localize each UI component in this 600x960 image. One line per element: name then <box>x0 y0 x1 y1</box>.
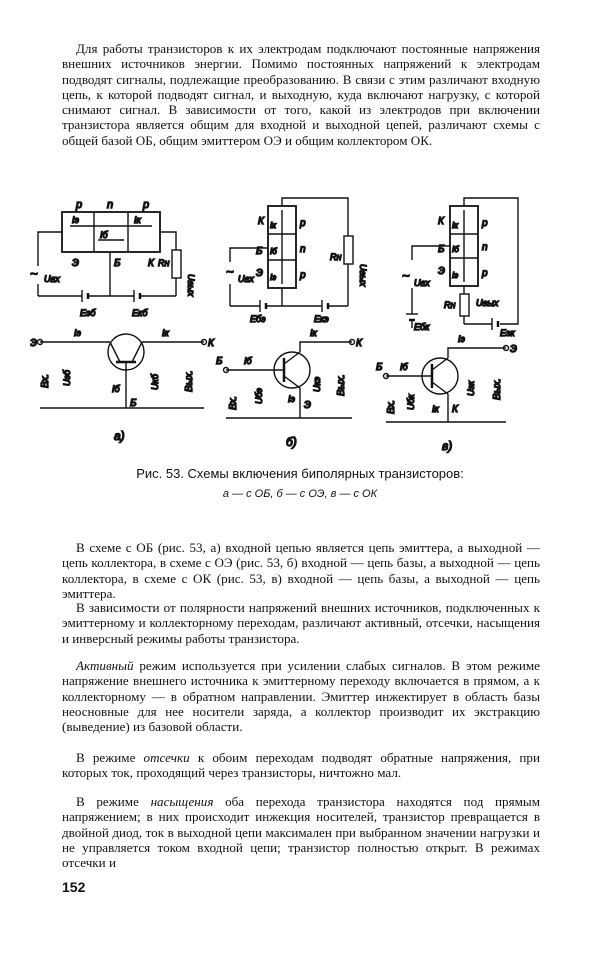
paragraph-cutoff-mode <box>62 750 540 781</box>
svg-text:Э: Э <box>304 400 311 411</box>
svg-text:n: n <box>482 242 488 253</box>
svg-text:Iк: Iк <box>310 328 317 338</box>
svg-text:Uвых: Uвых <box>476 298 499 308</box>
svg-text:p: p <box>143 199 150 211</box>
svg-text:~: ~ <box>30 266 38 281</box>
saturation-text: оба перехода транзистора находятся под прямым напряжением; в них происходит инжекция носителей, транзистор превращается в двойной диод, ток в выходной цепи максимален при выбранном значении нагрузки и не управляется током входной цепи; транзистор полностью открыт. В режимах отсечки и <box>62 794 540 871</box>
svg-text:К: К <box>452 404 458 415</box>
circuit-a-structure <box>30 199 196 318</box>
paragraph-modes: В зависимости от полярности напряжений внешних источников, подключенных к эмиттерному и коллекторному переходам, различают активный, отсечки, насыщения и инверсный режимы работы транзистора. <box>62 600 540 646</box>
svg-text:Б: Б <box>114 258 121 269</box>
svg-text:Iб: Iб <box>400 362 408 372</box>
circuit-c-symbol <box>376 334 517 453</box>
svg-text:Э: Э <box>438 266 445 277</box>
svg-text:Iб: Iб <box>452 245 459 254</box>
svg-text:Вх.: Вх. <box>386 399 397 414</box>
svg-text:Б: Б <box>130 398 137 409</box>
paragraph-saturation-mode <box>62 794 540 870</box>
cutoff-prefix: В режиме <box>76 750 144 765</box>
svg-text:К: К <box>438 216 444 227</box>
svg-text:Вых.: Вых. <box>184 370 195 392</box>
svg-text:n: n <box>107 199 114 211</box>
svg-text:Iэ: Iэ <box>72 215 79 225</box>
svg-text:Iэ: Iэ <box>270 273 277 282</box>
page-number: 152 <box>62 879 86 895</box>
svg-text:Э: Э <box>256 268 263 279</box>
svg-text:p: p <box>76 199 83 211</box>
term-cutoff: отсечки <box>143 750 190 765</box>
svg-text:p: p <box>482 218 488 229</box>
svg-text:p: p <box>300 270 306 281</box>
svg-text:Uкэ: Uкэ <box>312 376 322 392</box>
svg-text:Rн: Rн <box>330 252 342 262</box>
svg-text:Б: Б <box>376 362 383 373</box>
svg-text:Iэ: Iэ <box>74 328 81 338</box>
svg-text:Iб: Iб <box>270 247 277 256</box>
svg-text:Uвых: Uвых <box>186 274 196 297</box>
svg-text:Rн: Rн <box>444 300 456 310</box>
svg-text:К: К <box>258 216 264 227</box>
svg-text:Iк: Iк <box>134 215 141 225</box>
svg-text:Iб: Iб <box>112 384 120 394</box>
svg-text:Iк: Iк <box>432 404 439 414</box>
svg-text:Eкэ: Eкэ <box>314 314 329 324</box>
svg-text:Uвх: Uвх <box>238 274 254 284</box>
svg-text:p: p <box>482 268 488 279</box>
svg-text:Б: Б <box>438 244 445 255</box>
svg-text:Uвых: Uвых <box>358 264 368 287</box>
svg-text:~: ~ <box>226 264 234 279</box>
paragraph-intro: Для работы транзисторов к их электродам подключают постоянные напряжения внешних источников энергии. Помимо постоянных напряжений к электродам подводят сигналы, подлежащие преобразованию. В связи с этим различают входную цепь, к которой подводят сигнал, и выходную, куда включают нагрузку, с которой снимают сигнал. В зависимости от того, какой из электродов при включении транзистора является общим для входной и выходной цепей, различают схемы с общей базой ОБ, общим эмиттером ОЭ и общим коллектором ОК. <box>62 41 540 148</box>
svg-text:p: p <box>300 218 306 229</box>
svg-text:Uвх: Uвх <box>44 274 60 284</box>
term-active: Активный <box>76 658 134 673</box>
circuit-c-structure <box>402 198 518 338</box>
svg-text:Б: Б <box>256 246 263 257</box>
svg-text:Iк: Iк <box>452 221 458 230</box>
svg-text:Э: Э <box>30 338 37 349</box>
paragraph-active-mode <box>62 658 540 734</box>
svg-text:Eкб: Eкб <box>132 308 148 318</box>
svg-text:Iэ: Iэ <box>452 271 459 280</box>
svg-text:Iк: Iк <box>270 221 276 230</box>
active-mode-text: режим используется при усилении слабых сигналов. В этом режиме напряжение внешнего источника к эмиттерному переходу включается в прямом, а к коллекторному — в обратном направлении. Эмиттер инжектирует в область базы неосновные для нее носители заряда, а коллектор производит их экстракцию (выведение) из базовой области. <box>62 658 540 735</box>
svg-text:б): б) <box>286 435 297 449</box>
circuit-a-symbol <box>30 328 215 443</box>
figure-subcaption: а — с ОБ, б — с ОЭ, в — с ОК <box>222 488 378 500</box>
svg-text:Eэк: Eэк <box>500 328 515 338</box>
svg-text:Вх.: Вх. <box>40 373 51 388</box>
svg-text:а): а) <box>114 429 125 443</box>
svg-text:Rн: Rн <box>158 258 170 268</box>
svg-text:Iэ: Iэ <box>458 334 465 344</box>
svg-text:Вых.: Вых. <box>492 378 503 400</box>
svg-text:Uкб: Uкб <box>150 374 160 390</box>
svg-text:Э: Э <box>72 258 79 269</box>
svg-text:Uвх: Uвх <box>414 278 430 288</box>
svg-text:К: К <box>356 338 362 349</box>
svg-text:Iб: Iб <box>100 230 108 240</box>
term-saturation: насыщения <box>150 794 214 809</box>
svg-text:Iб: Iб <box>244 356 252 366</box>
paragraph-schemes: В схеме с ОБ (рис. 53, а) входной цепью является цепь эмиттера, а выходной — цепь коллектора, в схеме с ОЭ (рис. 53, б) входной — цепь базы, а выходной — цепь коллектора, в схеме с ОК (рис. 53, в) входной — цепь базы, а выходной — цепь эмиттера. <box>62 540 540 601</box>
svg-text:Eэб: Eэб <box>80 308 96 318</box>
svg-text:Uбк: Uбк <box>406 394 416 410</box>
svg-text:Вх.: Вх. <box>228 395 239 410</box>
svg-text:К: К <box>148 258 154 269</box>
svg-text:Uбэ: Uбэ <box>254 388 264 404</box>
figure-transistor-circuits <box>30 196 570 460</box>
svg-text:~: ~ <box>402 268 410 283</box>
svg-text:Eбк: Eбк <box>414 322 430 332</box>
svg-text:Iэ: Iэ <box>288 394 295 404</box>
circuit-b-symbol <box>216 328 363 449</box>
svg-text:Вых.: Вых. <box>336 374 347 396</box>
svg-text:Eбэ: Eбэ <box>250 314 266 324</box>
cutoff-text: к обоим переходам подводят обратные напряжения, при которых ток, проходящий через транзисторы, ничтожно мал. <box>62 750 540 781</box>
svg-text:К: К <box>208 338 214 349</box>
figure-caption: Рис. 53. Схемы включения биполярных транзисторов: <box>136 466 464 481</box>
svg-text:Б: Б <box>216 356 223 367</box>
svg-text:Uэб: Uэб <box>62 370 72 386</box>
saturation-prefix: В режиме <box>76 794 151 809</box>
svg-text:Э: Э <box>510 344 517 355</box>
circuit-b-structure <box>226 198 368 324</box>
svg-text:n: n <box>300 244 306 255</box>
svg-text:в): в) <box>442 439 453 453</box>
svg-text:Iк: Iк <box>162 328 169 338</box>
svg-text:Uэк: Uэк <box>466 380 476 396</box>
